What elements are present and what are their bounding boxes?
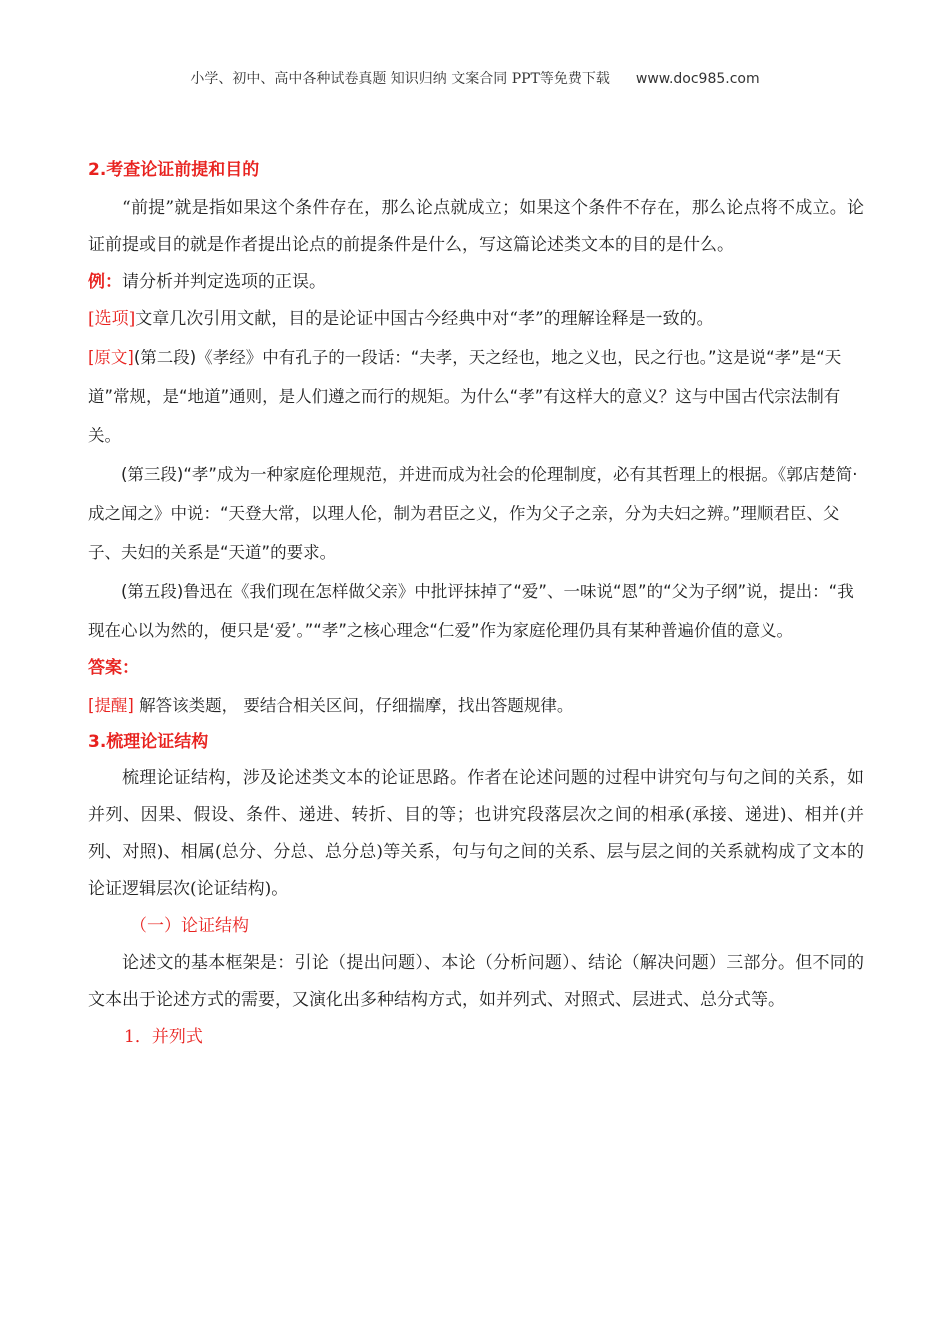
framework-paragraph: 论述文的基本框架是：引论（提出问题）、本论（分析问题）、结论（解决问题）三部分。但不同的文本出于论述方式的需要，又演化出多种结构方式，如并列式、对照式、层进式、总分式等。 (88, 953, 864, 1010)
example-text: 请分析并判定选项的正误。 (122, 272, 326, 292)
example-label: 例： (88, 272, 122, 292)
subheading-structure: （一）论证结构 (130, 916, 249, 936)
subheading-parallel: 1．并列式 (124, 1027, 203, 1047)
tip-text: 解答该类题， 要结合相关区间，仔细揣摩，找出答题规律。 (139, 696, 574, 715)
source-label: [原文] (88, 348, 134, 367)
answer-label: 答案： (88, 658, 139, 678)
tip-line (88, 687, 864, 724)
page-header (0, 68, 950, 88)
source-para-3: (第三段)“孝”成为一种家庭伦理规范，并进而成为社会的伦理制度，必有其哲理上的根据。《郭店楚简·成之闻之》中说：“天登大常，以理人伦，制为君臣之义，作为父子之亲，分为夫妇之辨。”理顺君臣、父子、夫妇的关系是“天道”的要求。 (88, 465, 858, 562)
option-text: 文章几次引用文献，目的是论证中国古今经典中对“孝”的理解诠释是一致的。 (135, 309, 714, 329)
document-body (88, 150, 864, 1056)
tip-label: [提醒] (88, 696, 134, 715)
section-3-title: 3.梳理论证结构 (88, 732, 209, 752)
option-line (88, 301, 864, 338)
example-line (88, 264, 864, 301)
source-text: (第二段)《孝经》中有孔子的一段话：“夫孝，天之经也，地之义也，民之行也。”这是说“孝”是“天道”常规，是“地道”通则，是人们遵之而行的规矩。为什么“孝”有这样大的意义？这与中国古代宗法制有关。 (88, 348, 842, 445)
source-para-5: (第五段)鲁迅在《我们现在怎样做父亲》中批评抹掉了“爱”、一味说“恩”的“父为子纲”说，提出：“我现在心以为然的，便只是‘爱’。”“孝”之核心理念“仁爱”作为家庭伦理仍具有某种普遍价值的意义。 (88, 582, 854, 640)
header-text: 小学、初中、高中各种试卷真题 知识归纳 文案合同 PPT等免费下载 (190, 71, 610, 87)
source-para-2 (88, 338, 864, 455)
section-2-intro: “前提”就是指如果这个条件存在，那么论点就成立；如果这个条件不存在，那么论点将不成立。论证前提或目的就是作者提出论点的前提条件是什么，写这篇论述类文本的目的是什么。 (88, 198, 864, 255)
section-3-intro: 梳理论证结构，涉及论述类文本的论证思路。作者在论述问题的过程中讲究句与句之间的关系，如并列、因果、假设、条件、递进、转折、目的等；也讲究段落层次之间的相承(承接、递进)、相并(并列、对照)、相属(总分、分总、总分总)等关系，句与句之间的关系、层与层之间的关系就构成了文本的论证逻辑层次(论证结构)。 (88, 768, 864, 899)
header-site[interactable]: www.doc985.com (635, 71, 760, 87)
option-label: [选项] (88, 309, 136, 329)
section-2-title: 2.考查论证前提和目的 (88, 160, 260, 180)
